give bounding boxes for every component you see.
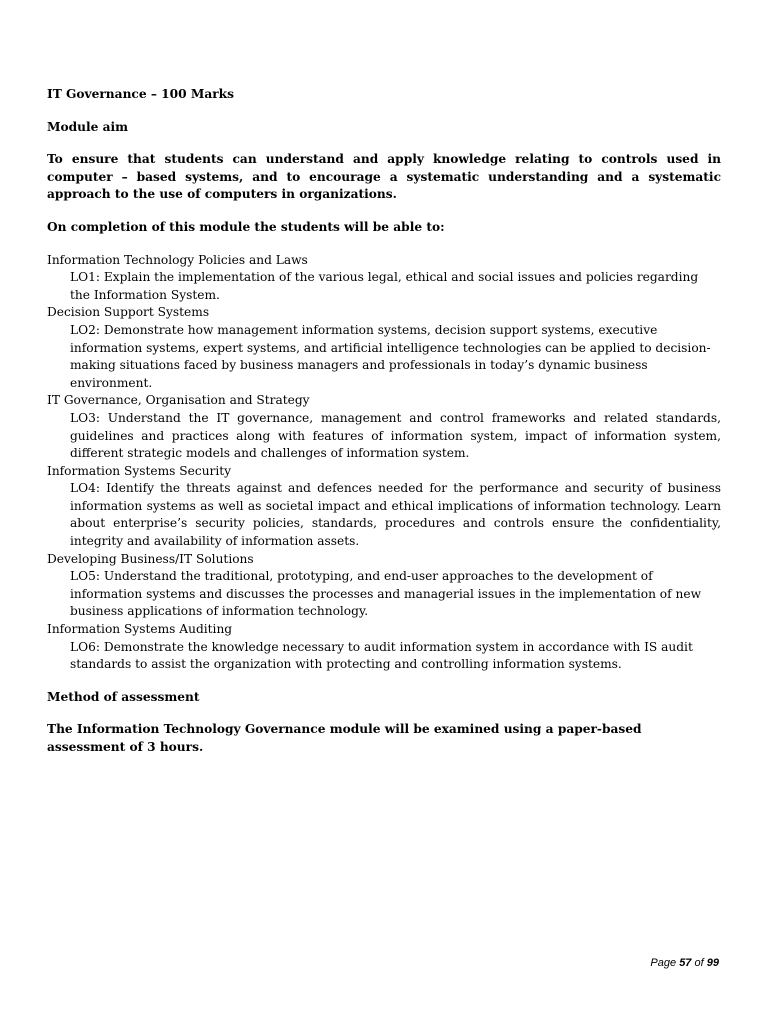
spacer [47, 237, 721, 252]
total-pages: 99 [706, 957, 719, 969]
section-title-policies-laws: Information Technology Policies and Laws [47, 252, 308, 267]
document-title: IT Governance – 100 Marks [47, 87, 234, 101]
spacer [47, 674, 721, 689]
page-word: Page [650, 957, 677, 969]
spacer [47, 104, 721, 119]
spacer [47, 706, 721, 721]
page-number: 57 [679, 957, 692, 969]
section-title-auditing: Information Systems Auditing [47, 622, 233, 637]
learning-outcome-lo3: LO3: Understand the IT governance, management and control frameworks and related standards, guidelines and practices along with features of information system, impact of information system, different strategic models and challenges of information system. [70, 410, 721, 461]
learning-outcome-lo6: LO6: Demonstrate the knowledge necessary to audit information system in accordance with IS audit standards to assist the organization with protecting and controlling information systems. [70, 639, 693, 672]
assessment-text: The Information Technology Governance module will be examined using a paper-based assessment of 3 hours. [47, 722, 642, 754]
module-aim-text: To ensure that students can understand and apply knowledge relating to controls used in computer – based systems, and to encourage a systematic understanding and a systematic approach to the use of computers in organizations. [47, 152, 721, 202]
spacer [47, 136, 721, 151]
completion-intro: On completion of this module the students will be able to: [47, 219, 445, 234]
section-title-security: Information Systems Security [47, 463, 232, 478]
section-title-business-it-solutions: Developing Business/IT Solutions [47, 551, 254, 566]
module-aim-heading: Module aim [47, 119, 129, 134]
of-word: of [694, 957, 704, 969]
spacer [47, 204, 721, 219]
page-footer [0, 957, 719, 969]
document-body [47, 86, 721, 757]
section-title-governance-strategy: IT Governance, Organisation and Strategy [47, 393, 310, 408]
learning-outcome-lo1: LO1: Explain the implementation of the various legal, ethical and social issues and policies regarding the Information System. [70, 270, 699, 302]
learning-outcome-lo4: LO4: Identify the threats against and defences needed for the performance and security of business information systems as well as societal impact and ethical implications of information technology. Learn about enterprise’s security policies, standards, procedures and controls ensure the confidentiality, integrity and availability of information assets. [70, 481, 721, 549]
learning-outcome-lo2: LO2: Demonstrate how management information systems, decision support systems, executive information systems, expert systems, and artificial intelligence technologies can be applied to decision-making situations faced by business managers and professionals in today’s dynamic business environment. [70, 322, 711, 390]
section-title-decision-support: Decision Support Systems [47, 305, 210, 320]
learning-outcomes-list [47, 252, 721, 674]
assessment-heading: Method of assessment [47, 689, 200, 704]
learning-outcome-lo5: LO5: Understand the traditional, prototyping, and end-user approaches to the development of information systems and discusses the processes and managerial issues in the implementation of new business applications of information technology. [70, 569, 702, 619]
